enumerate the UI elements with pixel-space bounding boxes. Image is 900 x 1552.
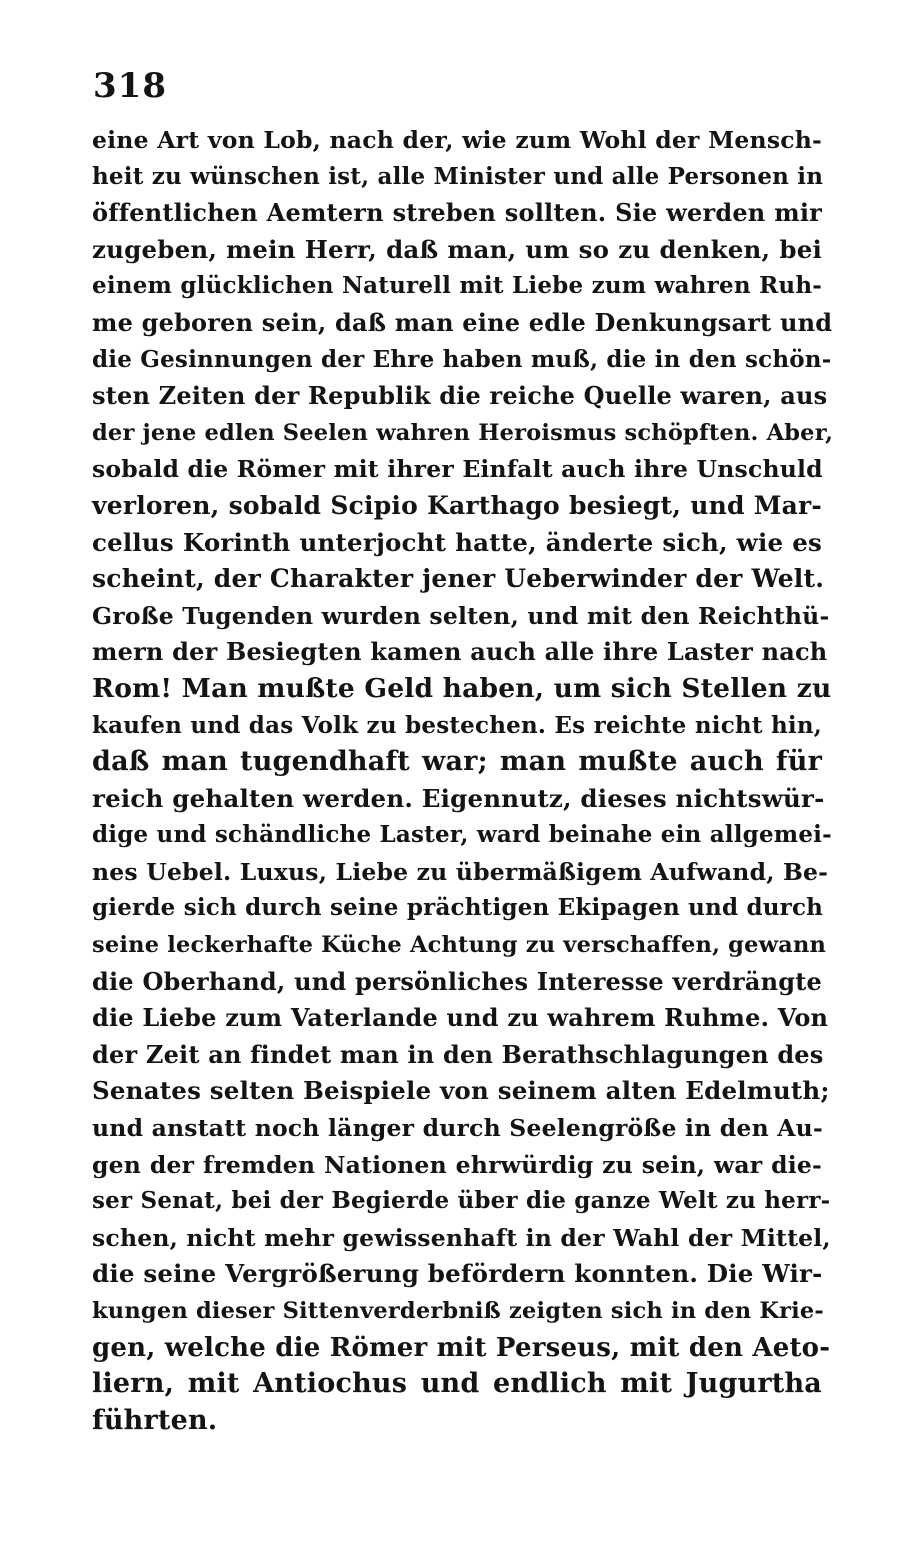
text-line: der Zeit an findet man in den Berathschlagungen des <box>92 1039 824 1069</box>
text-line: dige und schändliche Laster, ward beinahe ein allgemei- <box>92 821 832 849</box>
body-text <box>92 122 834 1439</box>
text-line: scheint, der Charakter jener Ueberwinder der Welt. <box>92 564 825 594</box>
text-line: daß man tugendhaft war; man mußte auch für <box>92 746 822 778</box>
text-line: cellus Korinth unterjocht hatte, änderte sich, wie es <box>92 527 822 557</box>
text-line: gen der fremden Nationen ehrwürdig zu sein, war die- <box>92 1150 822 1179</box>
text-line: kungen dieser Sittenverderbniß zeigten sich in den Krie- <box>92 1298 824 1324</box>
text-line: der jene edlen Seelen wahren Heroismus schöpften. Aber, <box>92 419 834 446</box>
page-number: 318 <box>93 66 167 106</box>
text-line: mern der Besiegten kamen auch alle ihre Laster nach <box>92 637 828 667</box>
text-line: Rom! Man mußte Geld haben, um sich Stellen zu <box>92 672 832 704</box>
text-line: die Oberhand, und persönliches Interesse verdrängte <box>92 966 822 996</box>
text-line: die Gesinnungen der Ehre haben muß, die in den schön- <box>92 345 832 373</box>
text-line: reich gehalten werden. Eigennutz, dieses nichtswür- <box>92 783 825 813</box>
text-line: ser Senat, bei der Begierde über die ganze Welt zu herr- <box>92 1187 831 1215</box>
text-line: zugeben, mein Herr, daß man, um so zu denken, bei <box>92 234 822 264</box>
text-line: gen, welche die Römer mit Perseus, mit den Aeto- <box>92 1332 831 1363</box>
text-line: nes Uebel. Luxus, Liebe zu übermäßigem Aufwand, Be- <box>92 857 829 886</box>
text-line: die seine Vergrößerung befördern konnten. Die Wir- <box>92 1259 823 1289</box>
text-line: sten Zeiten der Republik die reiche Quelle waren, aus <box>92 381 828 411</box>
text-line: eine Art von Lob, nach der, wie zum Wohl der Mensch- <box>92 126 822 154</box>
text-line: und anstatt noch länger durch Seelengröße in den Au- <box>92 1114 823 1143</box>
text-line: gierde sich durch seine prächtigen Ekipagen und durch <box>92 894 824 922</box>
text-line: einem glücklichen Naturell mit Liebe zum wahren Ruh- <box>92 272 822 300</box>
text-line: me geboren sein, daß man eine edle Denkungsart und <box>92 307 833 337</box>
text-line: sobald die Römer mit ihrer Einfalt auch ihre Unschuld <box>92 455 823 484</box>
text-line: liern, mit Antiochus und endlich mit Jugurtha <box>92 1368 822 1400</box>
text-line: öffentlichen Aemtern streben sollten. Sie werden mir <box>92 198 822 228</box>
text-line: schen, nicht mehr gewissenhaft in der Wahl der Mittel, <box>92 1223 831 1252</box>
text-line: seine leckerhafte Küche Achtung zu verschaffen, gewann <box>92 932 827 959</box>
text-line: verloren, sobald Scipio Karthago besiegt, und Mar- <box>92 490 822 520</box>
text-line: kaufen und das Volk zu bestechen. Es reichte nicht hin, <box>92 711 822 739</box>
text-line: die Liebe zum Vaterlande und zu wahrem Ruhme. Von <box>92 1003 829 1033</box>
text-line: heit zu wünschen ist, alle Minister und alle Personen in <box>92 162 824 190</box>
text-line: führten. <box>92 1404 218 1436</box>
text-line: Senates selten Beispiele von seinem alten Edelmuth; <box>92 1076 830 1106</box>
text-line: Große Tugenden wurden selten, und mit den Reichthü- <box>92 601 830 630</box>
